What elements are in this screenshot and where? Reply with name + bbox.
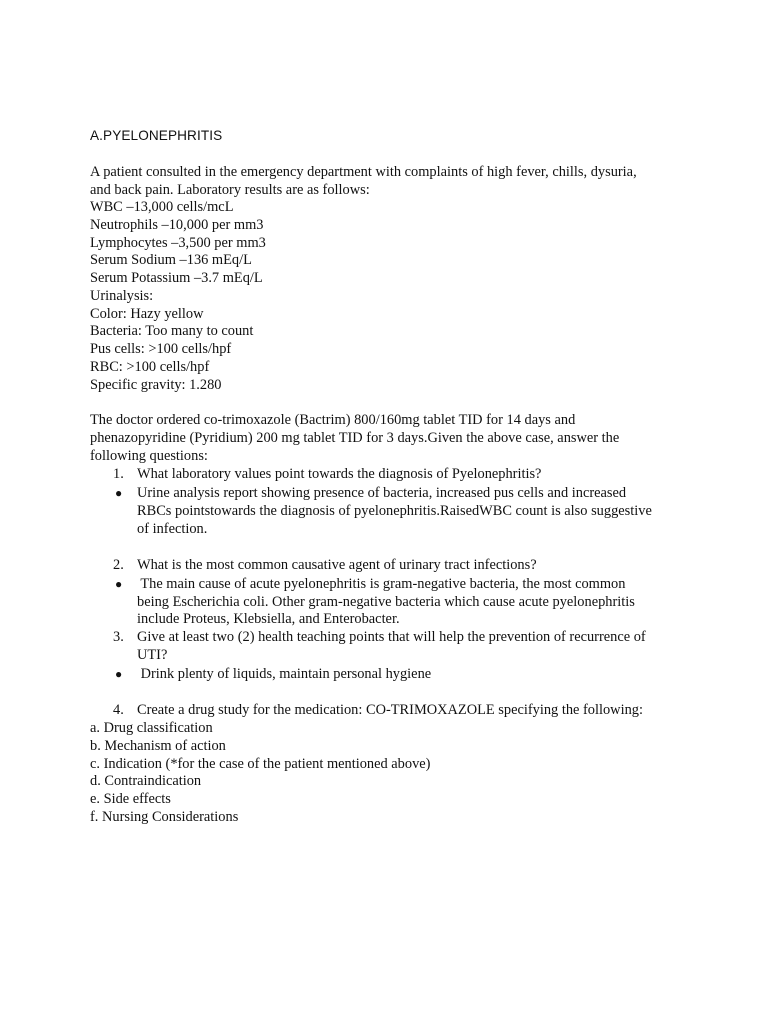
answer-1-line-3: of infection. — [137, 521, 208, 537]
lab-color: Color: Hazy yellow — [90, 306, 204, 322]
question-1-text: What laboratory values point towards the diagnosis of Pyelonephritis? — [137, 466, 542, 482]
answer-1-line-1: Urine analysis report showing presence of bacteria, increased pus cells and increased — [137, 485, 627, 501]
drug-study-item-nursing: f. Nursing Considerations — [90, 809, 239, 825]
order-line-2: phenazopyridine (Pyridium) 200 mg tablet TID for 3 days.Given the above case, answer the — [90, 430, 620, 446]
answer-2-line-1: The main cause of acute pyelonephritis is gram-negative bacteria, the most common — [137, 576, 626, 592]
lab-serum-potassium: Serum Potassium –3.7 mEq/L — [90, 270, 263, 286]
question-3-text-line-1: Give at least two (2) health teaching points that will help the prevention of recurrence of — [137, 629, 646, 645]
question-number-4: 4. — [113, 702, 124, 718]
question-number-2: 2. — [113, 557, 124, 573]
order-line-3: following questions: — [90, 448, 208, 464]
lab-specific-gravity: Specific gravity: 1.280 — [90, 377, 222, 393]
drug-study-item-contraindication: d. Contraindication — [90, 773, 202, 789]
bullet-icon: ● — [115, 667, 123, 681]
drug-study-item-side-effects: e. Side effects — [90, 791, 171, 807]
lab-lymphocytes: Lymphocytes –3,500 per mm3 — [90, 235, 266, 251]
lab-pus-cells: Pus cells: >100 cells/hpf — [90, 341, 232, 357]
lab-wbc: WBC –13,000 cells/mcL — [90, 199, 234, 215]
question-number-3: 3. — [113, 629, 124, 645]
question-4-text: Create a drug study for the medication: CO-TRIMOXAZOLE specifying the following: — [137, 702, 643, 718]
answer-3-line-1: Drink plenty of liquids, maintain personal hygiene — [137, 666, 432, 682]
question-2-text: What is the most common causative agent of urinary tract infections? — [137, 557, 537, 573]
order-line-1: The doctor ordered co-trimoxazole (Bactrim) 800/160mg tablet TID for 14 days and — [90, 412, 576, 428]
drug-study-item-classification: a. Drug classification — [90, 720, 213, 736]
page-title: A.PYELONEPHRITIS — [90, 128, 223, 143]
answer-2-line-2: being Escherichia coli. Other gram-negative bacteria which cause acute pyelonephritis — [137, 594, 635, 610]
question-number-1: 1. — [113, 466, 124, 482]
drug-study-item-mechanism: b. Mechanism of action — [90, 738, 226, 754]
lab-bacteria: Bacteria: Too many to count — [90, 323, 254, 339]
lab-serum-sodium: Serum Sodium –136 mEq/L — [90, 252, 252, 268]
question-3-text-line-2: UTI? — [137, 647, 168, 663]
bullet-icon: ● — [115, 577, 123, 591]
lab-urinalysis-heading: Urinalysis: — [90, 288, 154, 304]
lab-neutrophils: Neutrophils –10,000 per mm3 — [90, 217, 264, 233]
intro-line-1: A patient consulted in the emergency department with complaints of high fever, chills, dysuria, — [90, 164, 637, 180]
answer-1-line-2: RBCs pointstowards the diagnosis of pyelonephritis.RaisedWBC count is also suggestive — [137, 503, 652, 519]
lab-rbc: RBC: >100 cells/hpf — [90, 359, 210, 375]
drug-study-item-indication: c. Indication (*for the case of the patient mentioned above) — [90, 756, 431, 772]
answer-2-line-3: include Proteus, Klebsiella, and Enterobacter. — [137, 611, 400, 627]
bullet-icon: ● — [115, 486, 123, 500]
intro-line-2: and back pain. Laboratory results are as follows: — [90, 182, 370, 198]
